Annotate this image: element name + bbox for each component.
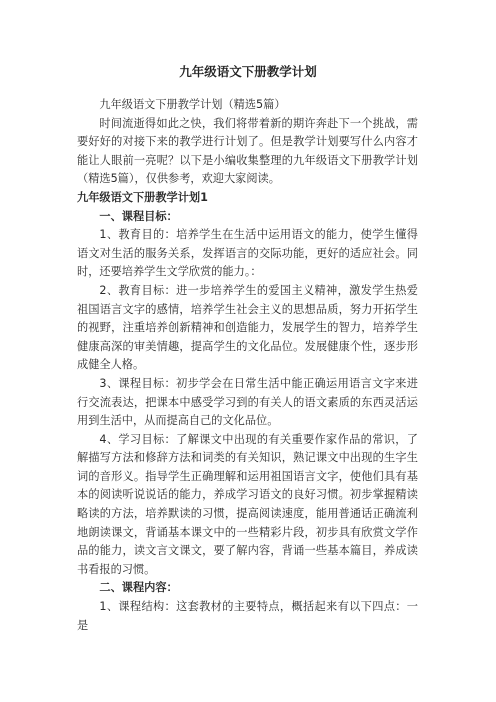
goal-paragraph-3: 3、课程目标：初步学会在日常生活中能正确运用语言文字来进行交流表达，把课本中感受学习到的有关人的语文素质的东西灵活运用到生活中，从而提高自己的文化品位。 xyxy=(77,376,418,428)
goal-paragraph-4: 4、学习目标：了解课文中出现的有关重要作家作品的常识，了解描写方法和修辞方法和词类的有关知识，熟记课文中出现的生字生词的音形义。指导学生正确理解和运用祖国语言文字，使他们具有基本的阅读听说说话的能力，养成学习语文的良好习惯。初步掌握精读略读的方法，培养默读的习惯，提高阅读速度，能用普通话正确流利地朗读课文，背诵基本课文中的一些精彩片段，初步具有欣赏文学作品的能力，读文言文课文，要了解内容，背诵一些基本篇目，养成读书看报的习惯。 xyxy=(77,432,418,576)
goal-paragraph-2: 2、教育目标：进一步培养学生的爱国主义精神，激发学生热爱祖国语言文字的感情，培养学生社会主义的思想品质，努力开拓学生的视野，注重培养创新精神和创造能力，发展学生的智力，培养学生健康高深的审美情趣，提高学生的文化品位。发展健康个性，逐步形成健全人格。 xyxy=(77,283,418,372)
goal-paragraph-1: 1、教育目的：培养学生在生活中运用语文的能力，使学生懂得语文对生活的服务关系，发挥语言的交际功能，更好的适应社会。同时，还要培养学生文学欣赏的能力。： xyxy=(77,228,418,279)
content-paragraph-1: 1、课程结构：这套教材的主要特点，概括起来有以下四点：一是 xyxy=(77,600,418,632)
plan-heading: 九年级语文下册教学计划1 xyxy=(77,190,208,204)
intro-line: 九年级语文下册教学计划（精选5篇） xyxy=(99,98,286,111)
section-heading-goals: 一、课程目标： xyxy=(99,209,178,223)
section-heading-content: 二、课程内容： xyxy=(99,581,178,595)
document-body xyxy=(77,96,418,635)
intro-paragraph: 时间流逝得如此之快，我们将带着新的期许奔赴下一个挑战，需要好好的对接下来的教学进行计划了。但是教学计划要写什么内容才能让人眼前一亮呢？以下是小编收集整理的九年级语文下册教学计划（精选5篇），仅供参考，欢迎大家阅读。 xyxy=(77,116,418,186)
document-title: 九年级语文下册教学计划 xyxy=(179,64,317,79)
